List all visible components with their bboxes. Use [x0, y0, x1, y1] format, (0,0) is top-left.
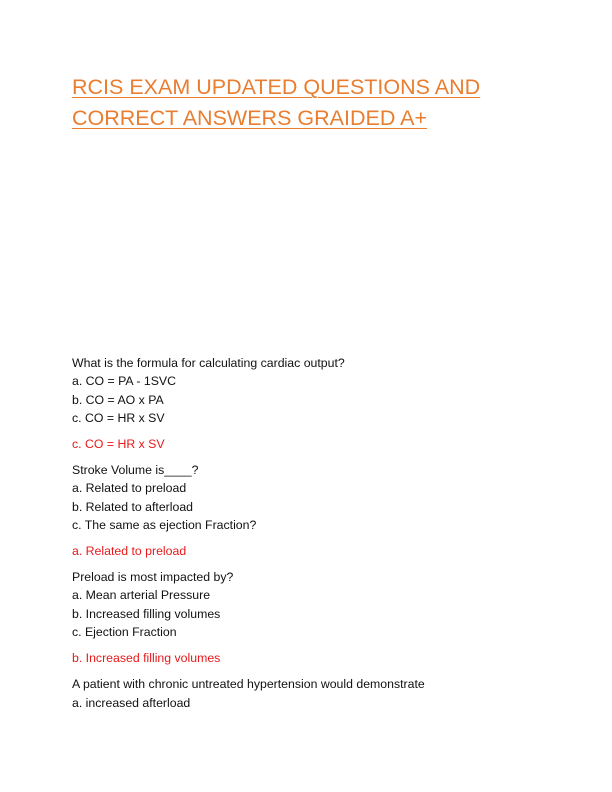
answer-option: c. The same as ejection Fraction?	[72, 518, 257, 533]
title-line: RCIS EXAM UPDATED QUESTIONS AND	[72, 75, 481, 99]
document-title	[72, 72, 542, 134]
correct-answer: b. Increased filling volumes	[72, 650, 221, 665]
question-block	[72, 461, 542, 560]
answer-option: a. Related to preload	[72, 481, 187, 496]
question-prompt: Stroke Volume is____?	[72, 463, 199, 478]
answer-option: b. CO = AO x PA	[72, 392, 164, 407]
question-block	[72, 675, 542, 712]
answer-option: c. CO = HR x SV	[72, 411, 165, 426]
question-list	[72, 354, 542, 720]
answer-option: a. Mean arterial Pressure	[72, 588, 211, 603]
question-block	[72, 568, 542, 667]
question-prompt: What is the formula for calculating cardiac output?	[72, 356, 345, 370]
correct-answer: a. Related to preload	[72, 543, 187, 558]
question-prompt: A patient with chronic untreated hypertension would demonstrate	[72, 677, 425, 692]
answer-option: a. increased afterload	[72, 695, 191, 710]
answer-option: c. Ejection Fraction	[72, 625, 177, 640]
answer-option: a. CO = PA - 1SVC	[72, 374, 176, 389]
answer-option: b. Increased filling volumes	[72, 606, 221, 621]
title-line: CORRECT ANSWERS GRAIDED A+	[72, 106, 428, 130]
answer-option: b. Related to afterload	[72, 499, 193, 514]
question-prompt: Preload is most impacted by?	[72, 570, 234, 585]
correct-answer: c. CO = HR x SV	[72, 436, 165, 451]
question-block	[72, 354, 542, 453]
